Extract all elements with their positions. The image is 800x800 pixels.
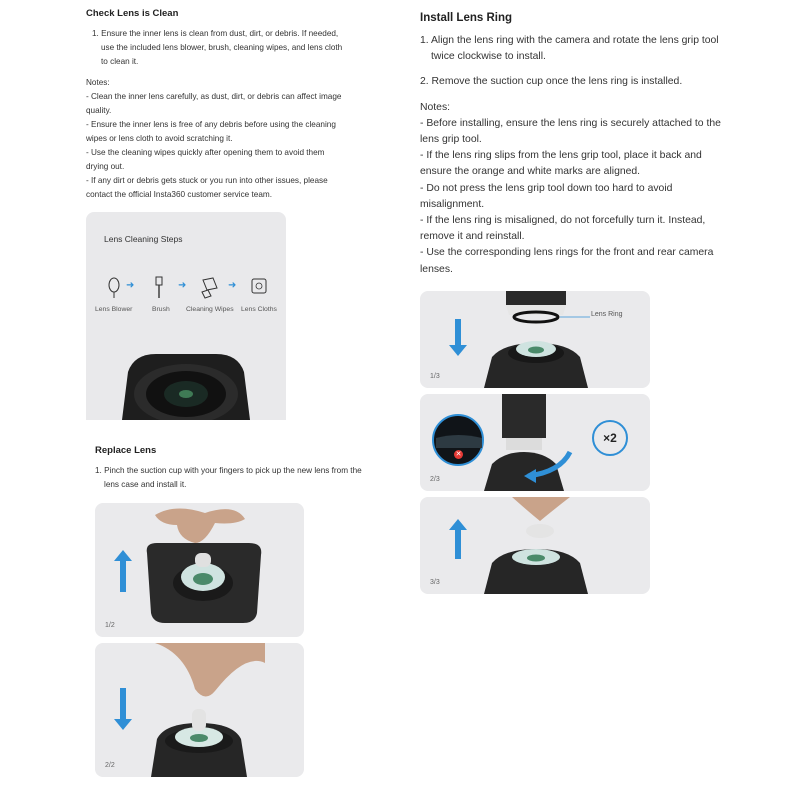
install-ring-panel-1 xyxy=(420,291,650,388)
arrow-down-icon xyxy=(120,688,126,720)
tool-label-cleaning-wipes: Cleaning Wipes xyxy=(186,306,234,313)
install-ring-step-1: 1. Align the lens ring with the camera and rotate the lens grip tool twice clockwise to install. xyxy=(420,35,719,63)
arrow-right-icon: ➜ xyxy=(178,280,187,291)
check-lens-section xyxy=(86,8,348,202)
install-ring-note: - Use the corresponding lens rings for the front and rear camera lenses. xyxy=(420,247,714,275)
step-indicator: 2/3 xyxy=(430,476,440,483)
camera-lens-illustration xyxy=(86,350,286,420)
install-ring-title: Install Lens Ring xyxy=(420,12,513,24)
step-indicator: 1/2 xyxy=(105,622,115,629)
arrow-up-icon xyxy=(120,560,126,592)
wipes-icon xyxy=(199,276,221,300)
check-lens-note: - Clean the inner lens carefully, as dust, dirt, or debris can affect image quality. xyxy=(86,92,342,115)
lens-case-illustration xyxy=(95,503,304,637)
install-ring-panel-2 xyxy=(420,394,650,491)
twice-rotate-badge: ×2 xyxy=(592,420,628,456)
install-ring-note: - If the lens ring is misaligned, do not forcefully turn it. Instead, remove it and reinstall. xyxy=(420,215,706,243)
error-badge-icon: ✕ xyxy=(455,451,462,458)
tool-label-lens-cloths: Lens Cloths xyxy=(241,306,277,313)
install-ring-notes-heading: Notes: xyxy=(420,101,451,113)
check-lens-step-1: 1. Ensure the inner lens is clean from dust, dirt, or debris. If needed, use the included lens blower, brush, cleaning wipes, and lens cloth to clean it. xyxy=(92,29,343,66)
install-ring-section xyxy=(420,12,734,278)
blower-icon xyxy=(106,276,122,300)
check-lens-notes-heading: Notes: xyxy=(86,78,110,87)
lens-cleaning-steps-title: Lens Cleaning Steps xyxy=(104,234,183,244)
replace-lens-step-1: 1. Pinch the suction cup with your fingers to pick up the new lens from the lens case and install it. xyxy=(95,466,362,489)
arrow-right-icon: ➜ xyxy=(228,280,237,291)
step-indicator: 1/3 xyxy=(430,373,440,380)
install-ring-step-2: 2. Remove the suction cup once the lens ring is installed. xyxy=(420,76,683,88)
replace-lens-title: Replace Lens xyxy=(95,445,157,456)
replace-lens-section xyxy=(95,445,370,492)
check-lens-note: - Ensure the inner lens is free of any debris before using the cleaning wipes or lens cloth to avoid scratching it. xyxy=(86,120,336,143)
tool-label-lens-blower: Lens Blower xyxy=(95,306,133,313)
arrow-down-icon xyxy=(455,319,461,346)
replace-lens-panel-2 xyxy=(95,643,304,777)
arrow-up-icon xyxy=(455,529,461,559)
step-indicator: 3/3 xyxy=(430,579,440,586)
tool-label-brush: Brush xyxy=(152,306,170,313)
replace-lens-panel-1 xyxy=(95,503,304,637)
cloth-icon xyxy=(249,276,269,300)
step-indicator: 2/2 xyxy=(105,762,115,769)
check-lens-title: Check Lens is Clean xyxy=(86,8,179,19)
lens-ring-callout: Lens Ring xyxy=(591,311,623,318)
install-ring-note: - Before installing, ensure the lens ring is securely attached to the lens grip tool. xyxy=(420,117,721,146)
install-ring-panel-3 xyxy=(420,497,650,594)
brush-icon xyxy=(152,276,166,300)
install-ring-note: - If the lens ring slips from the lens grip tool, place it back and ensure the orange and white marks are aligned. xyxy=(420,150,702,178)
lens-cleaning-steps-panel xyxy=(86,212,286,420)
install-ring-note: - Do not press the lens grip tool down too hard to avoid misalignment. xyxy=(420,182,673,210)
check-lens-note: - Use the cleaning wipes quickly after opening them to avoid them drying out. xyxy=(86,148,325,171)
lens-install-illustration xyxy=(95,643,304,777)
check-lens-note: - If any dirt or debris gets stuck or you run into other issues, please contact the official Insta360 customer service team. xyxy=(86,176,328,199)
arrow-right-icon: ➜ xyxy=(126,280,135,291)
